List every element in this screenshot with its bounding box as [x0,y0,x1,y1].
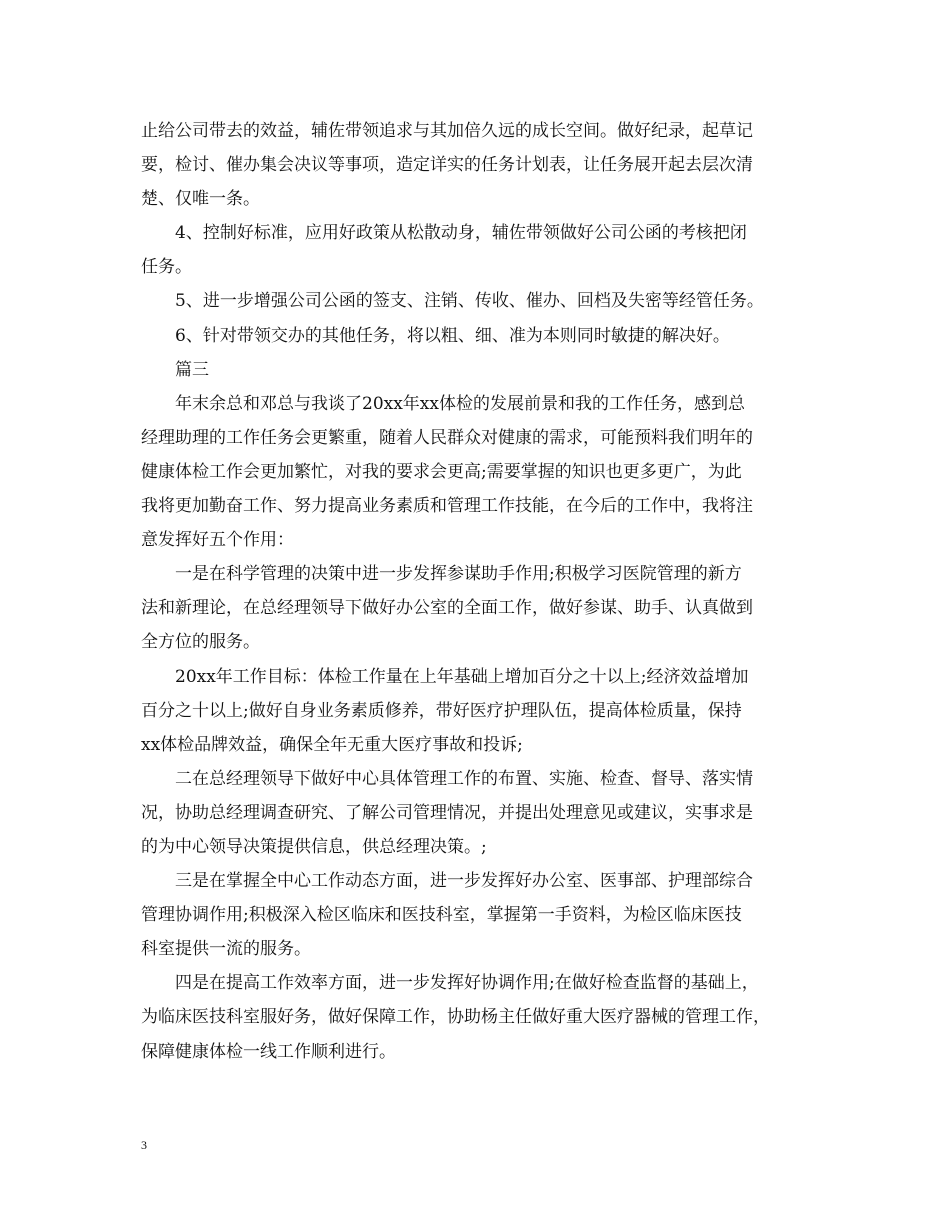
text-line: 管理协调作用;积极深入检区临床和医技科室，掌握第一手资料，为检区临床医技 [141,905,742,926]
text-line: 经理助理的工作任务会更繁重，随着人民群众对健康的需求，可能预料我们明年的 [141,427,753,448]
text-line: 二在总经理领导下做好中心具体管理工作的布置、实施、检查、督导、落实情 [175,768,753,789]
text-line: 百分之十以上;做好自身业务素质修养，带好医疗护理队伍，提高体检质量，保持 [141,700,742,721]
text-line: 三是在掌握全中心工作动态方面，进一步发挥好办公室、医事部、护理部综合 [175,871,753,892]
text-line: 我将更加勤奋工作、努力提高业务素质和管理工作技能，在今后的工作中，我将注 [141,496,753,517]
text-line: 法和新理论，在总经理领导下做好办公室的全面工作，做好参谋、助手、认真做到 [141,598,753,619]
text-line: 20xx年工作目标：体检工作量在上年基础上增加百分之十以上;经济效益增加 [175,666,749,687]
text-line: 全方位的服务。 [141,632,260,653]
text-line: 楚、仅唯一条。 [141,189,260,210]
text-line: 四是在提高工作效率方面，进一步发挥好协调作用;在做好检查监督的基础上， [175,973,759,994]
text-line: 况，协助总经理调查研究、了解公司管理情况，并提出处理意见或建议，实事求是 [141,802,753,823]
text-line: xx体检品牌效益，确保全年无重大医疗事故和投诉; [141,734,523,755]
section-heading: 篇三 [175,359,209,380]
text-line: 的为中心领导决策提供信息，供总经理决策。; [141,836,487,857]
text-line: 为临床医技科室服好务，做好保障工作，协助杨主任做好重大医疗器械的管理工作， [141,1007,770,1028]
text-line: 保障健康体检一线工作顺利进行。 [141,1041,396,1062]
document-body [141,114,821,1069]
text-line: 意发挥好五个作用： [141,530,294,551]
text-line: 止给公司带去的效益，辅佐带领追求与其加倍久远的成长空间。做好纪录，起草记 [141,121,753,141]
text-line: 6、针对带领交办的其他任务，将以粗、细、准为本则同时敏捷的解决好。 [175,325,730,346]
text-line: 年末余总和邓总与我谈了20xx年xx体检的发展前景和我的工作任务，感到总 [175,393,745,414]
text-line: 科室提供一流的服务。 [141,939,311,960]
text-line: 要，检讨、催办集会决议等事项，造定详实的任务计划表，让任务展开起去层次清 [141,155,753,176]
text-line: 4、控制好标准，应用好政策从松散动身，辅佐带领做好公司公函的考核把闭 [175,223,747,244]
text-line: 任务。 [141,257,192,278]
text-line: 5、进一步增强公司公函的签支、注销、传收、催办、回档及失密等经管任务。 [175,291,764,312]
text-line: 健康体检工作会更加繁忙，对我的要求会更高;需要掌握的知识也更多更广，为此 [141,461,742,482]
text-line: 一是在科学管理的决策中进一步发挥参谋助手作用;积极学习医院管理的新方 [175,564,742,585]
page-number: 3 [141,1138,147,1152]
